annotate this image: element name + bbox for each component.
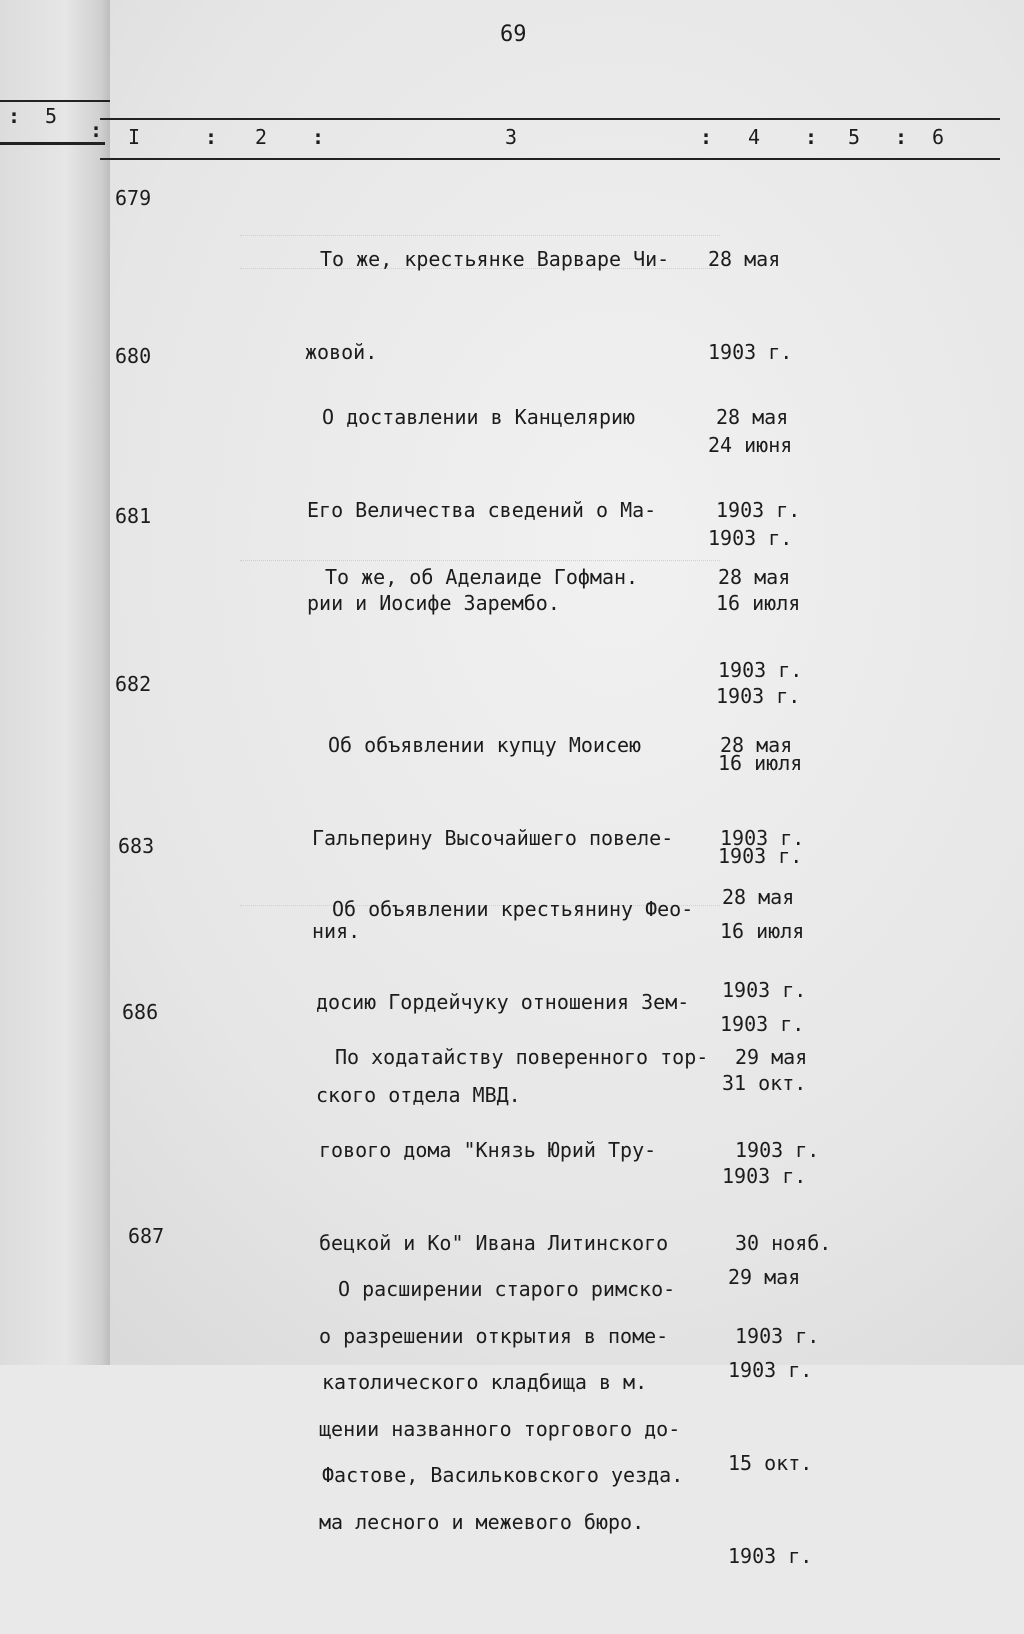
entry-number: 683: [118, 834, 155, 858]
header-bottom-rule: [100, 158, 1000, 160]
header-separator: :: [205, 125, 218, 149]
date-line: 29 мая: [728, 1265, 801, 1289]
entry-number: 687: [128, 1224, 165, 1248]
date-line: 1903 г.: [716, 498, 801, 522]
header-col-1: I: [128, 125, 141, 149]
entry-line: ма лесного и межевого бюро.: [319, 1510, 645, 1534]
entry-line: Об объявлении купцу Моисею: [328, 733, 642, 757]
entry-line: католического кладбища в м.: [322, 1370, 648, 1394]
date-line: 28 мая: [708, 247, 781, 271]
date-line: 1903 г.: [735, 1324, 820, 1348]
header-top-rule: [0, 100, 110, 102]
date-line: 1903 г.: [722, 1164, 807, 1188]
header-separator: :: [312, 125, 325, 149]
header-col-6: 6: [932, 125, 945, 149]
entry-number: 681: [115, 504, 152, 528]
page-number: 69: [500, 22, 527, 47]
header-separator: :: [805, 125, 818, 149]
date-line: 16 июля: [718, 751, 803, 775]
date-line: 1903 г.: [722, 978, 807, 1002]
entry-line: О расширении старого римско-: [338, 1277, 676, 1301]
header-separator: :: [90, 118, 103, 142]
date-line: 1903 г.: [708, 340, 793, 364]
page-fold-shadow: [0, 0, 110, 1365]
date-line: 1903 г.: [718, 658, 803, 682]
date-line: 28 мая: [718, 565, 791, 589]
entry-line: О доставлении в Канцелярию: [322, 405, 636, 429]
entry-line: То же, крестьянке Варваре Чи-: [320, 247, 670, 271]
entry-line: щении названного торгового до-: [319, 1417, 681, 1441]
date-line: 1903 г.: [720, 826, 805, 850]
header-separator: :: [8, 104, 21, 128]
entry-line: бецкой и Ко" Ивана Литинского: [319, 1231, 669, 1255]
entry-line: гового дома "Князь Юрий Тру-: [319, 1138, 657, 1162]
entry-number: 679: [115, 186, 152, 210]
entry-line: Гальперину Высочайшего повеле-: [312, 826, 674, 850]
date-line: 1903 г.: [728, 1358, 813, 1382]
date-line: 24 июня: [708, 433, 793, 457]
entry-number: 686: [122, 1000, 159, 1024]
entry-line: Фастове, Васильковского уезда.: [322, 1463, 684, 1487]
date-line: 16 июля: [716, 591, 801, 615]
header-bottom-rule-left: [0, 142, 105, 145]
header-col-4: 4: [748, 125, 761, 149]
entry-number: 682: [115, 672, 152, 696]
date-line: 1903 г.: [716, 684, 801, 708]
entry-line: о разрешении открытия в поме-: [319, 1324, 669, 1348]
date-line: 1903 г.: [708, 526, 793, 550]
date-line: 28 мая: [720, 733, 793, 757]
entry-dates: [728, 1200, 812, 1634]
entry-line: жовой.: [305, 340, 378, 364]
date-line: 31 окт.: [722, 1071, 807, 1095]
entry-line: ского отдела МВД.: [316, 1083, 521, 1107]
header-col-5: 5: [848, 125, 861, 149]
date-line: 1903 г.: [720, 1012, 805, 1036]
entry-line: ния.: [312, 919, 361, 943]
header-col-left-5: 5: [45, 104, 58, 128]
entry-number: 680: [115, 344, 152, 368]
header-separator: :: [700, 125, 713, 149]
date-line: 28 мая: [716, 405, 789, 429]
entry-description: [322, 1212, 758, 1553]
date-line: 30 нояб.: [735, 1231, 832, 1255]
date-line: 16 июля: [720, 919, 805, 943]
entry-line: По ходатайству поверенного тор-: [335, 1045, 709, 1069]
entry-description: [325, 500, 745, 655]
header-top-rule-main: [100, 118, 1000, 120]
date-line: 1903 г.: [735, 1138, 820, 1162]
header-col-3: 3: [505, 125, 518, 149]
date-line: 1903 г.: [728, 1544, 813, 1568]
entry-line: досию Гордейчуку отношения Зем-: [316, 990, 690, 1014]
date-line: 15 окт.: [728, 1451, 813, 1475]
date-line: 28 мая: [722, 885, 795, 909]
header-separator: :: [895, 125, 908, 149]
entry-line: рии и Иосифе Зарембо.: [307, 591, 560, 615]
entry-line: Об объявлении крестьянину Фео-: [332, 897, 694, 921]
date-line: 29 мая: [735, 1045, 808, 1069]
date-line: 1903 г.: [718, 844, 803, 868]
entry-line: То же, об Аделаиде Гофман.: [325, 565, 639, 589]
entry-line: Его Величества сведений о Ма-: [307, 498, 657, 522]
header-col-2: 2: [255, 125, 268, 149]
